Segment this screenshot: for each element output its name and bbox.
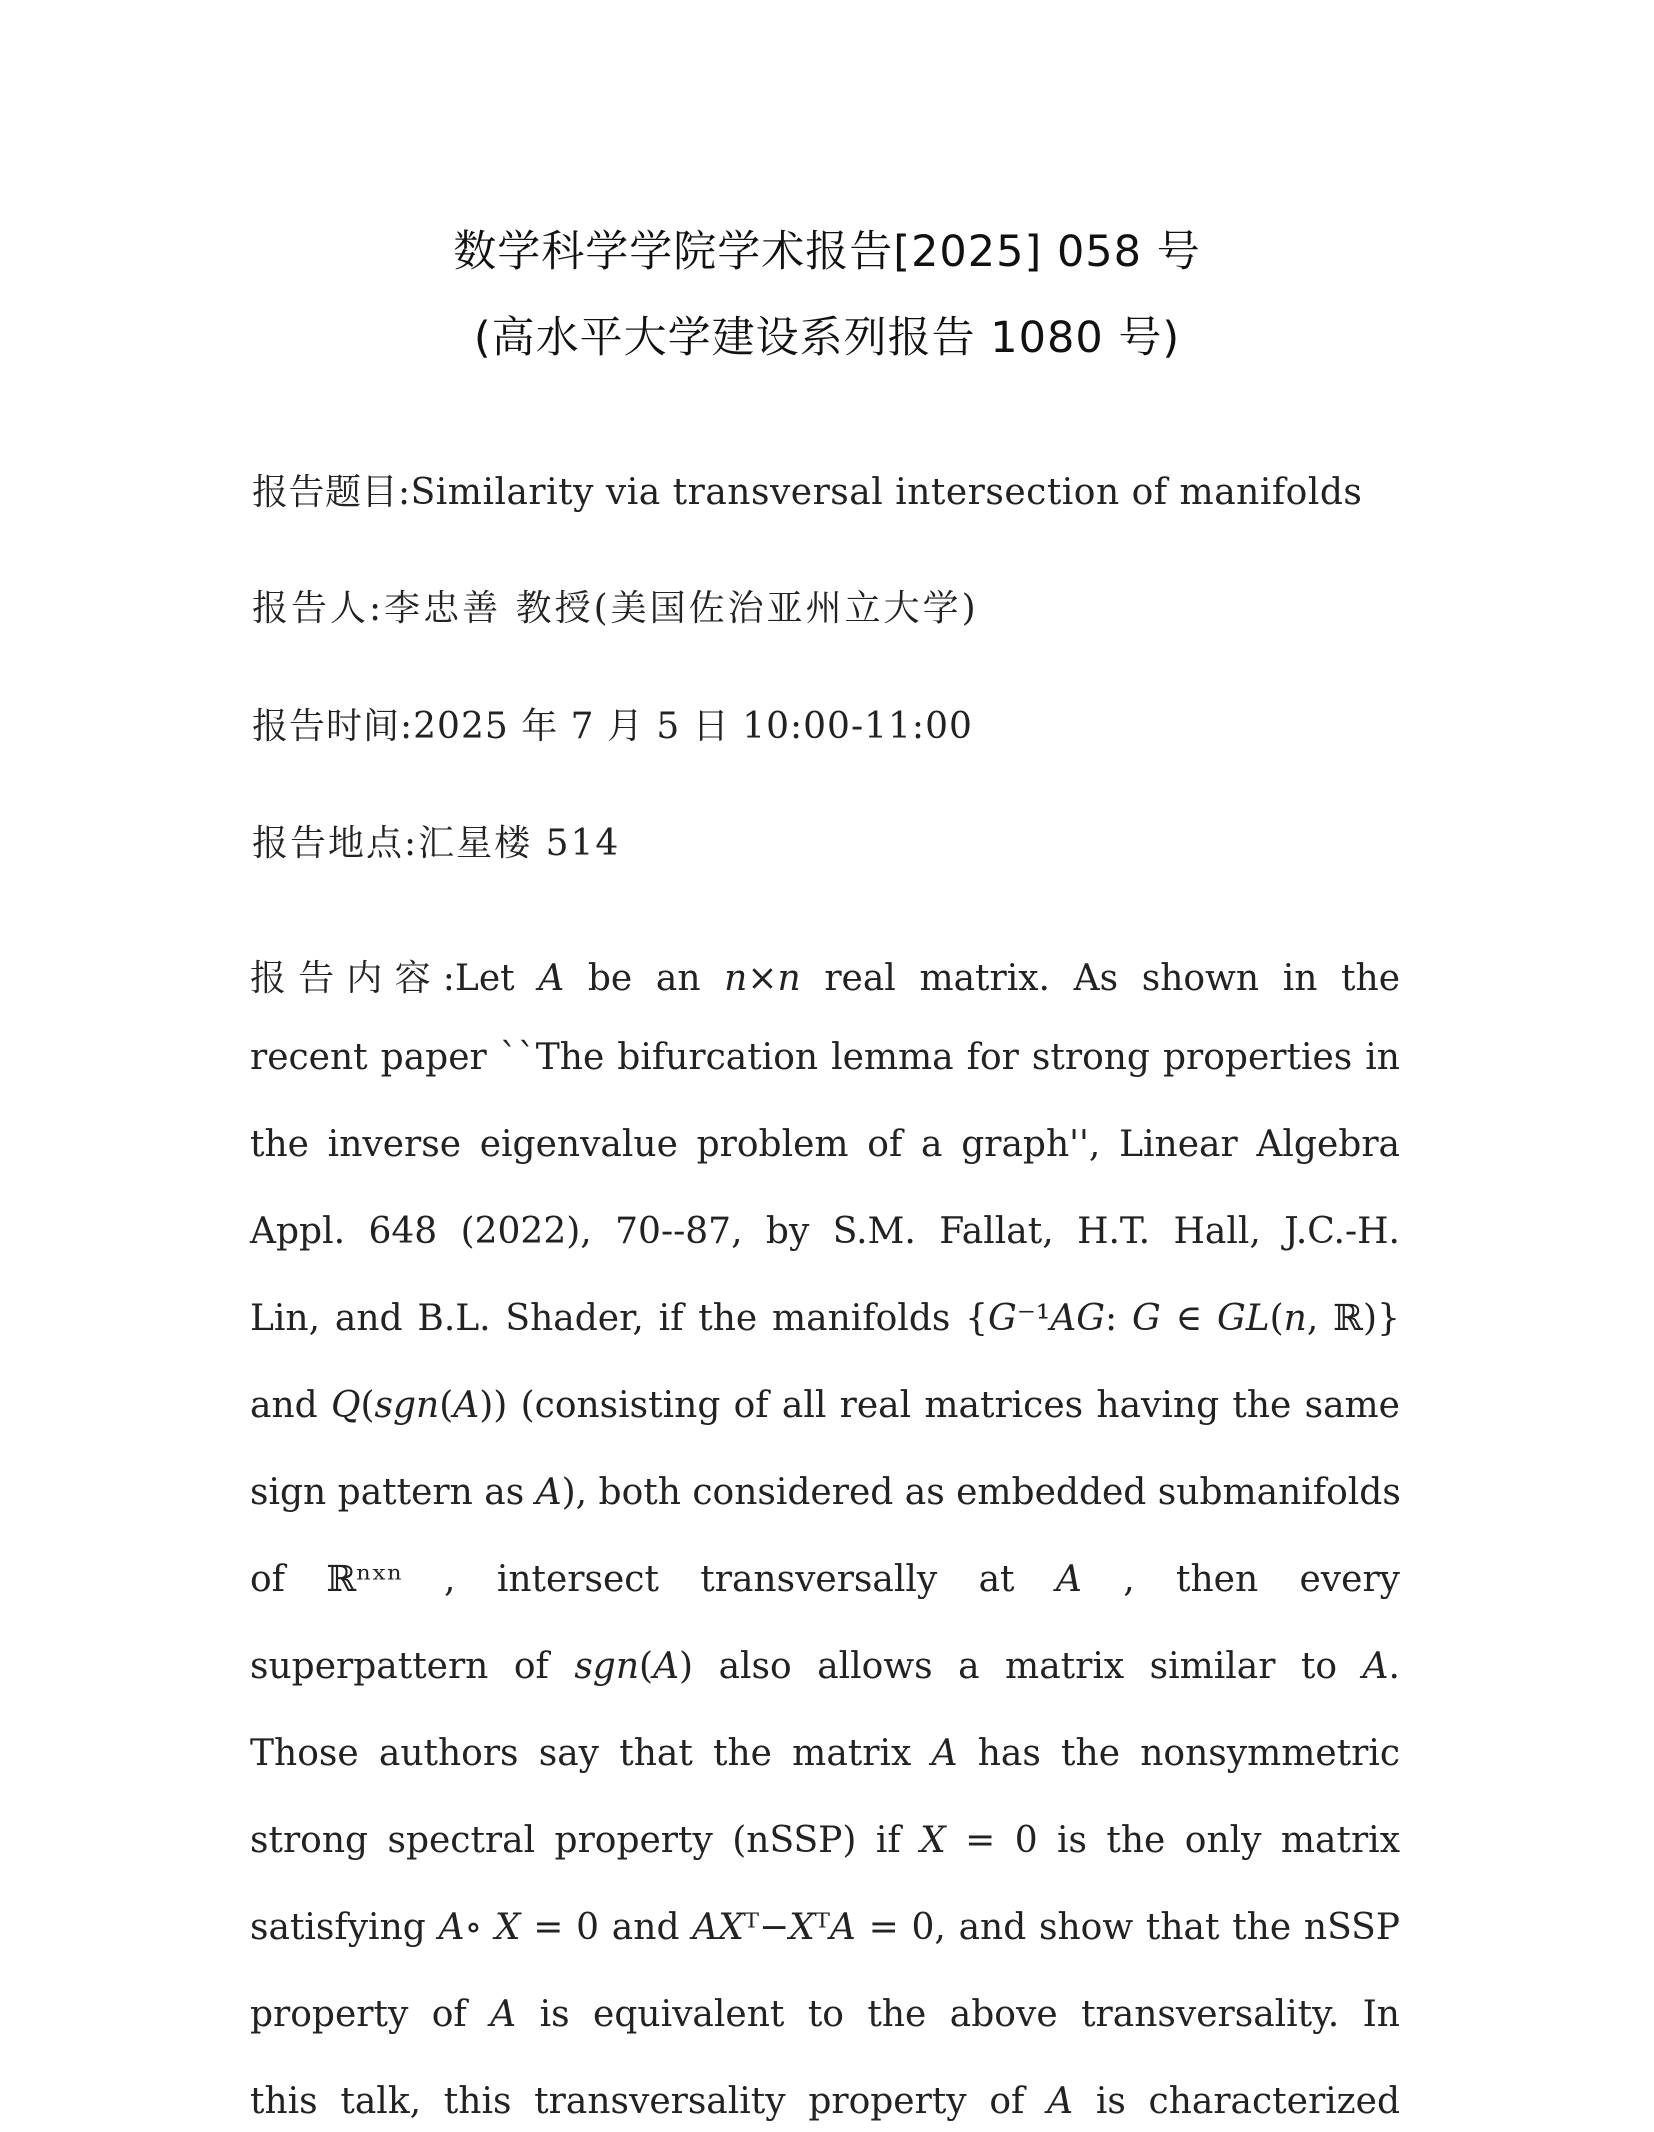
abstract-line: Lin, and B.L. Shader, if the manifolds {𝐺⁻¹𝐴𝐺: 𝐺 ∈ 𝐺𝐿(𝑛, ℝ)} — [250, 1298, 1400, 1339]
report-topic: 报告题目:Similarity via transversal intersection of manifolds — [252, 472, 1363, 513]
abstract-line: Appl. 648 (2022), 70--87, by S.M. Fallat, H.T. Hall, J.C.-H. — [250, 1211, 1400, 1252]
report-location: 报告地点:汇星楼 514 — [252, 823, 621, 864]
abstract-line: superpattern of 𝑠𝑔𝑛(𝐴) also allows a matrix similar to 𝐴. — [250, 1646, 1400, 1687]
report-speaker: 报告人:李忠善 教授(美国佐治亚州立大学) — [252, 588, 979, 629]
abstract-line: Those authors say that the matrix 𝐴 has the nonsymmetric — [250, 1733, 1400, 1774]
abstract-line: strong spectral property (nSSP) if 𝑋 = 0 is the only matrix — [250, 1820, 1400, 1861]
abstract-line: the inverse eigenvalue problem of a graph'', Linear Algebra — [250, 1124, 1400, 1165]
abstract-line: and 𝑄(𝑠𝑔𝑛(𝐴)) (consisting of all real matrices having the same — [250, 1385, 1400, 1426]
abstract-line: this talk, this transversality property of 𝐴 is characterized — [250, 2081, 1400, 2122]
abstract-line: property of 𝐴 is equivalent to the above transversality. In — [250, 1994, 1400, 2035]
abstract-line: sign pattern as 𝐴), both considered as embedded submanifolds — [250, 1472, 1401, 1513]
report-time: 报告时间:2025 年 7 月 5 日 10:00-11:00 — [252, 706, 973, 747]
abstract-line: satisfying 𝐴∘ 𝑋 = 0 and 𝐴𝑋ᵀ−𝑋ᵀ𝐴 = 0, and show that the nSSP — [250, 1907, 1400, 1948]
report-number-title: 数学科学学院学术报告[2025] 058 号 — [453, 227, 1201, 277]
abstract-line: of ℝⁿˣⁿ , intersect transversally at 𝐴 , then every — [250, 1559, 1400, 1600]
abstract-line: 报告内容:Let 𝐴 be an 𝑛×𝑛 real matrix. As shown in the — [250, 958, 1400, 999]
abstract-line: recent paper ``The bifurcation lemma for strong properties in — [250, 1037, 1400, 1078]
report-series-subtitle: (高水平大学建设系列报告 1080 号) — [473, 313, 1181, 363]
